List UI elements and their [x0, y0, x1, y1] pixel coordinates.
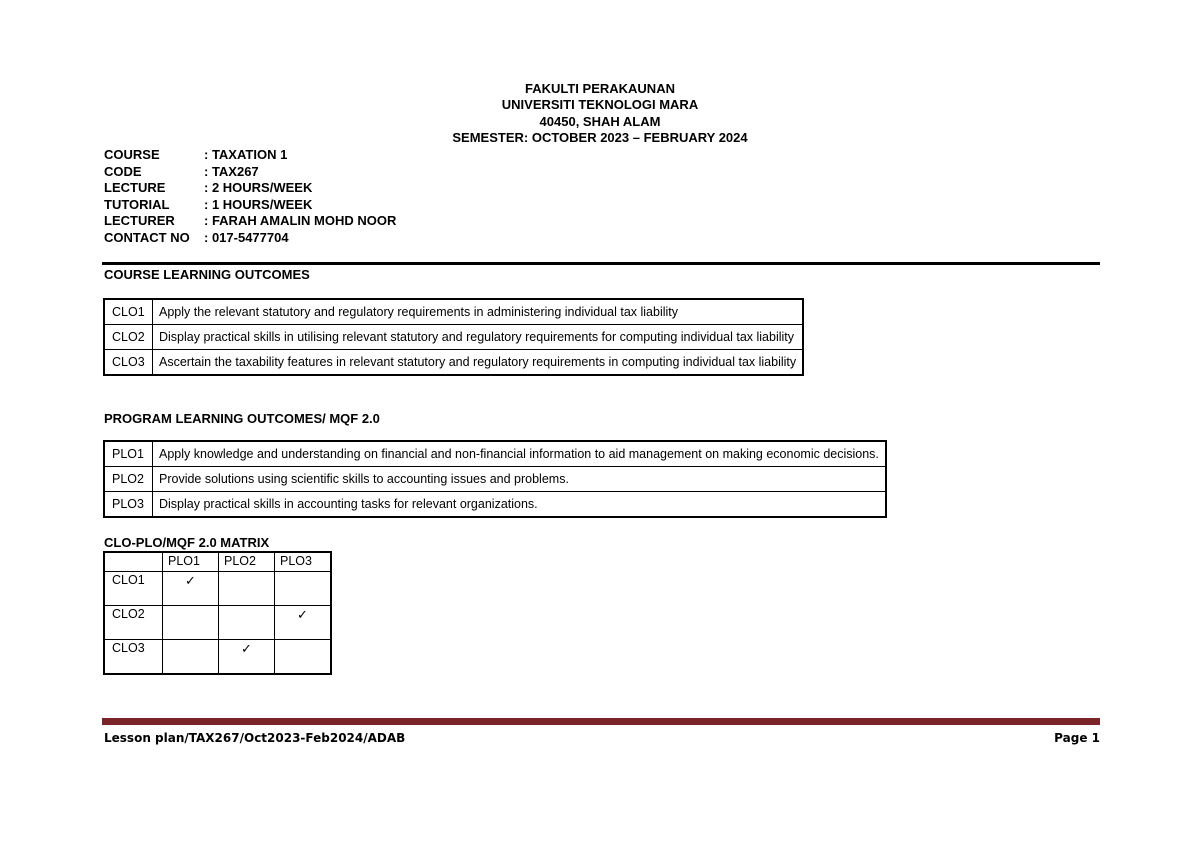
info-value: : FARAH AMALIN MOHD NOOR [204, 213, 397, 228]
semester: SEMESTER: OCTOBER 2023 – FEBRUARY 2024 [452, 129, 748, 145]
plo-text: Display practical skills in accounting tasks for relevant organizations. [153, 492, 886, 518]
address: 40450, SHAH ALAM [539, 113, 661, 129]
check-icon: ✓ [163, 572, 219, 606]
page-number: Page 1 [1054, 731, 1100, 745]
footer-document-id: Lesson plan/TAX267/Oct2023-Feb2024/ADAB [104, 731, 406, 745]
info-value: : 1 HOURS/WEEK [204, 196, 313, 212]
footer-rule [102, 718, 1100, 725]
faculty-name: FAKULTI PERAKAUNAN [525, 81, 675, 96]
info-label: LECTURER [104, 213, 175, 228]
clo-section-title: COURSE LEARNING OUTCOMES [104, 267, 310, 282]
course-info [104, 147, 396, 246]
matrix-cell [275, 572, 332, 606]
plo-table [103, 440, 887, 518]
matrix-corner-cell [104, 552, 163, 572]
matrix-cell [275, 640, 332, 675]
matrix-row-label: CLO2 [104, 606, 163, 640]
plo-text: Provide solutions using scientific skills to accounting issues and problems. [153, 467, 886, 492]
table-row [104, 299, 803, 325]
clo-code: CLO3 [104, 350, 153, 376]
info-label: CONTACT NO [104, 229, 190, 245]
info-row-tutorial [104, 197, 396, 214]
info-value: : 2 HOURS/WEEK [204, 180, 313, 195]
clo-code: CLO1 [104, 299, 153, 325]
info-label: LECTURE [104, 180, 166, 195]
matrix-cell [219, 572, 275, 606]
info-row-course [104, 147, 396, 164]
info-value: : TAXATION 1 [204, 147, 288, 162]
matrix-row [104, 640, 331, 675]
clo-text: Apply the relevant statutory and regulatory requirements in administering individual tax liability [153, 299, 804, 325]
clo-table [103, 298, 804, 376]
info-label: CODE [104, 163, 142, 179]
info-row-contact [104, 230, 396, 247]
plo-code: PLO1 [104, 441, 153, 467]
matrix-cell [163, 640, 219, 675]
university-name: UNIVERSITI TEKNOLOGI MARA [501, 97, 699, 113]
matrix-col-header: PLO1 [163, 552, 219, 572]
info-value: : TAX267 [204, 163, 259, 179]
info-row-code [104, 164, 396, 181]
check-icon: ✓ [275, 606, 332, 640]
matrix-header-row [104, 552, 331, 572]
plo-code: PLO2 [104, 467, 153, 492]
matrix-col-header: PLO2 [219, 552, 275, 572]
matrix-row-label: CLO1 [104, 572, 163, 606]
info-label: COURSE [104, 147, 160, 162]
table-row [104, 441, 886, 467]
table-row [104, 350, 803, 376]
clo-text: Display practical skills in utilising relevant statutory and regulatory requirements for computing individual tax liability [153, 325, 804, 350]
check-icon: ✓ [219, 640, 275, 675]
document-header [0, 81, 1200, 146]
clo-code: CLO2 [104, 325, 153, 350]
info-row-lecturer [104, 213, 396, 230]
info-value: : 017-5477704 [204, 229, 289, 245]
table-row [104, 325, 803, 350]
plo-section-title: PROGRAM LEARNING OUTCOMES/ MQF 2.0 [104, 411, 380, 426]
plo-text: Apply knowledge and understanding on financial and non-financial information to aid management on making economic decisions. [153, 441, 886, 467]
info-label: TUTORIAL [104, 196, 170, 212]
matrix-col-header: PLO3 [275, 552, 332, 572]
clo-text: Ascertain the taxability features in relevant statutory and regulatory requirements in computing individual tax liability [153, 350, 804, 376]
info-row-lecture [104, 180, 396, 197]
plo-code: PLO3 [104, 492, 153, 518]
matrix-row [104, 572, 331, 606]
clo-plo-matrix [103, 551, 332, 675]
table-row [104, 467, 886, 492]
matrix-row-label: CLO3 [104, 640, 163, 675]
matrix-cell [219, 606, 275, 640]
section-divider [102, 262, 1100, 265]
matrix-section-title: CLO-PLO/MQF 2.0 MATRIX [104, 535, 270, 550]
matrix-row [104, 606, 331, 640]
matrix-cell [163, 606, 219, 640]
table-row [104, 492, 886, 518]
